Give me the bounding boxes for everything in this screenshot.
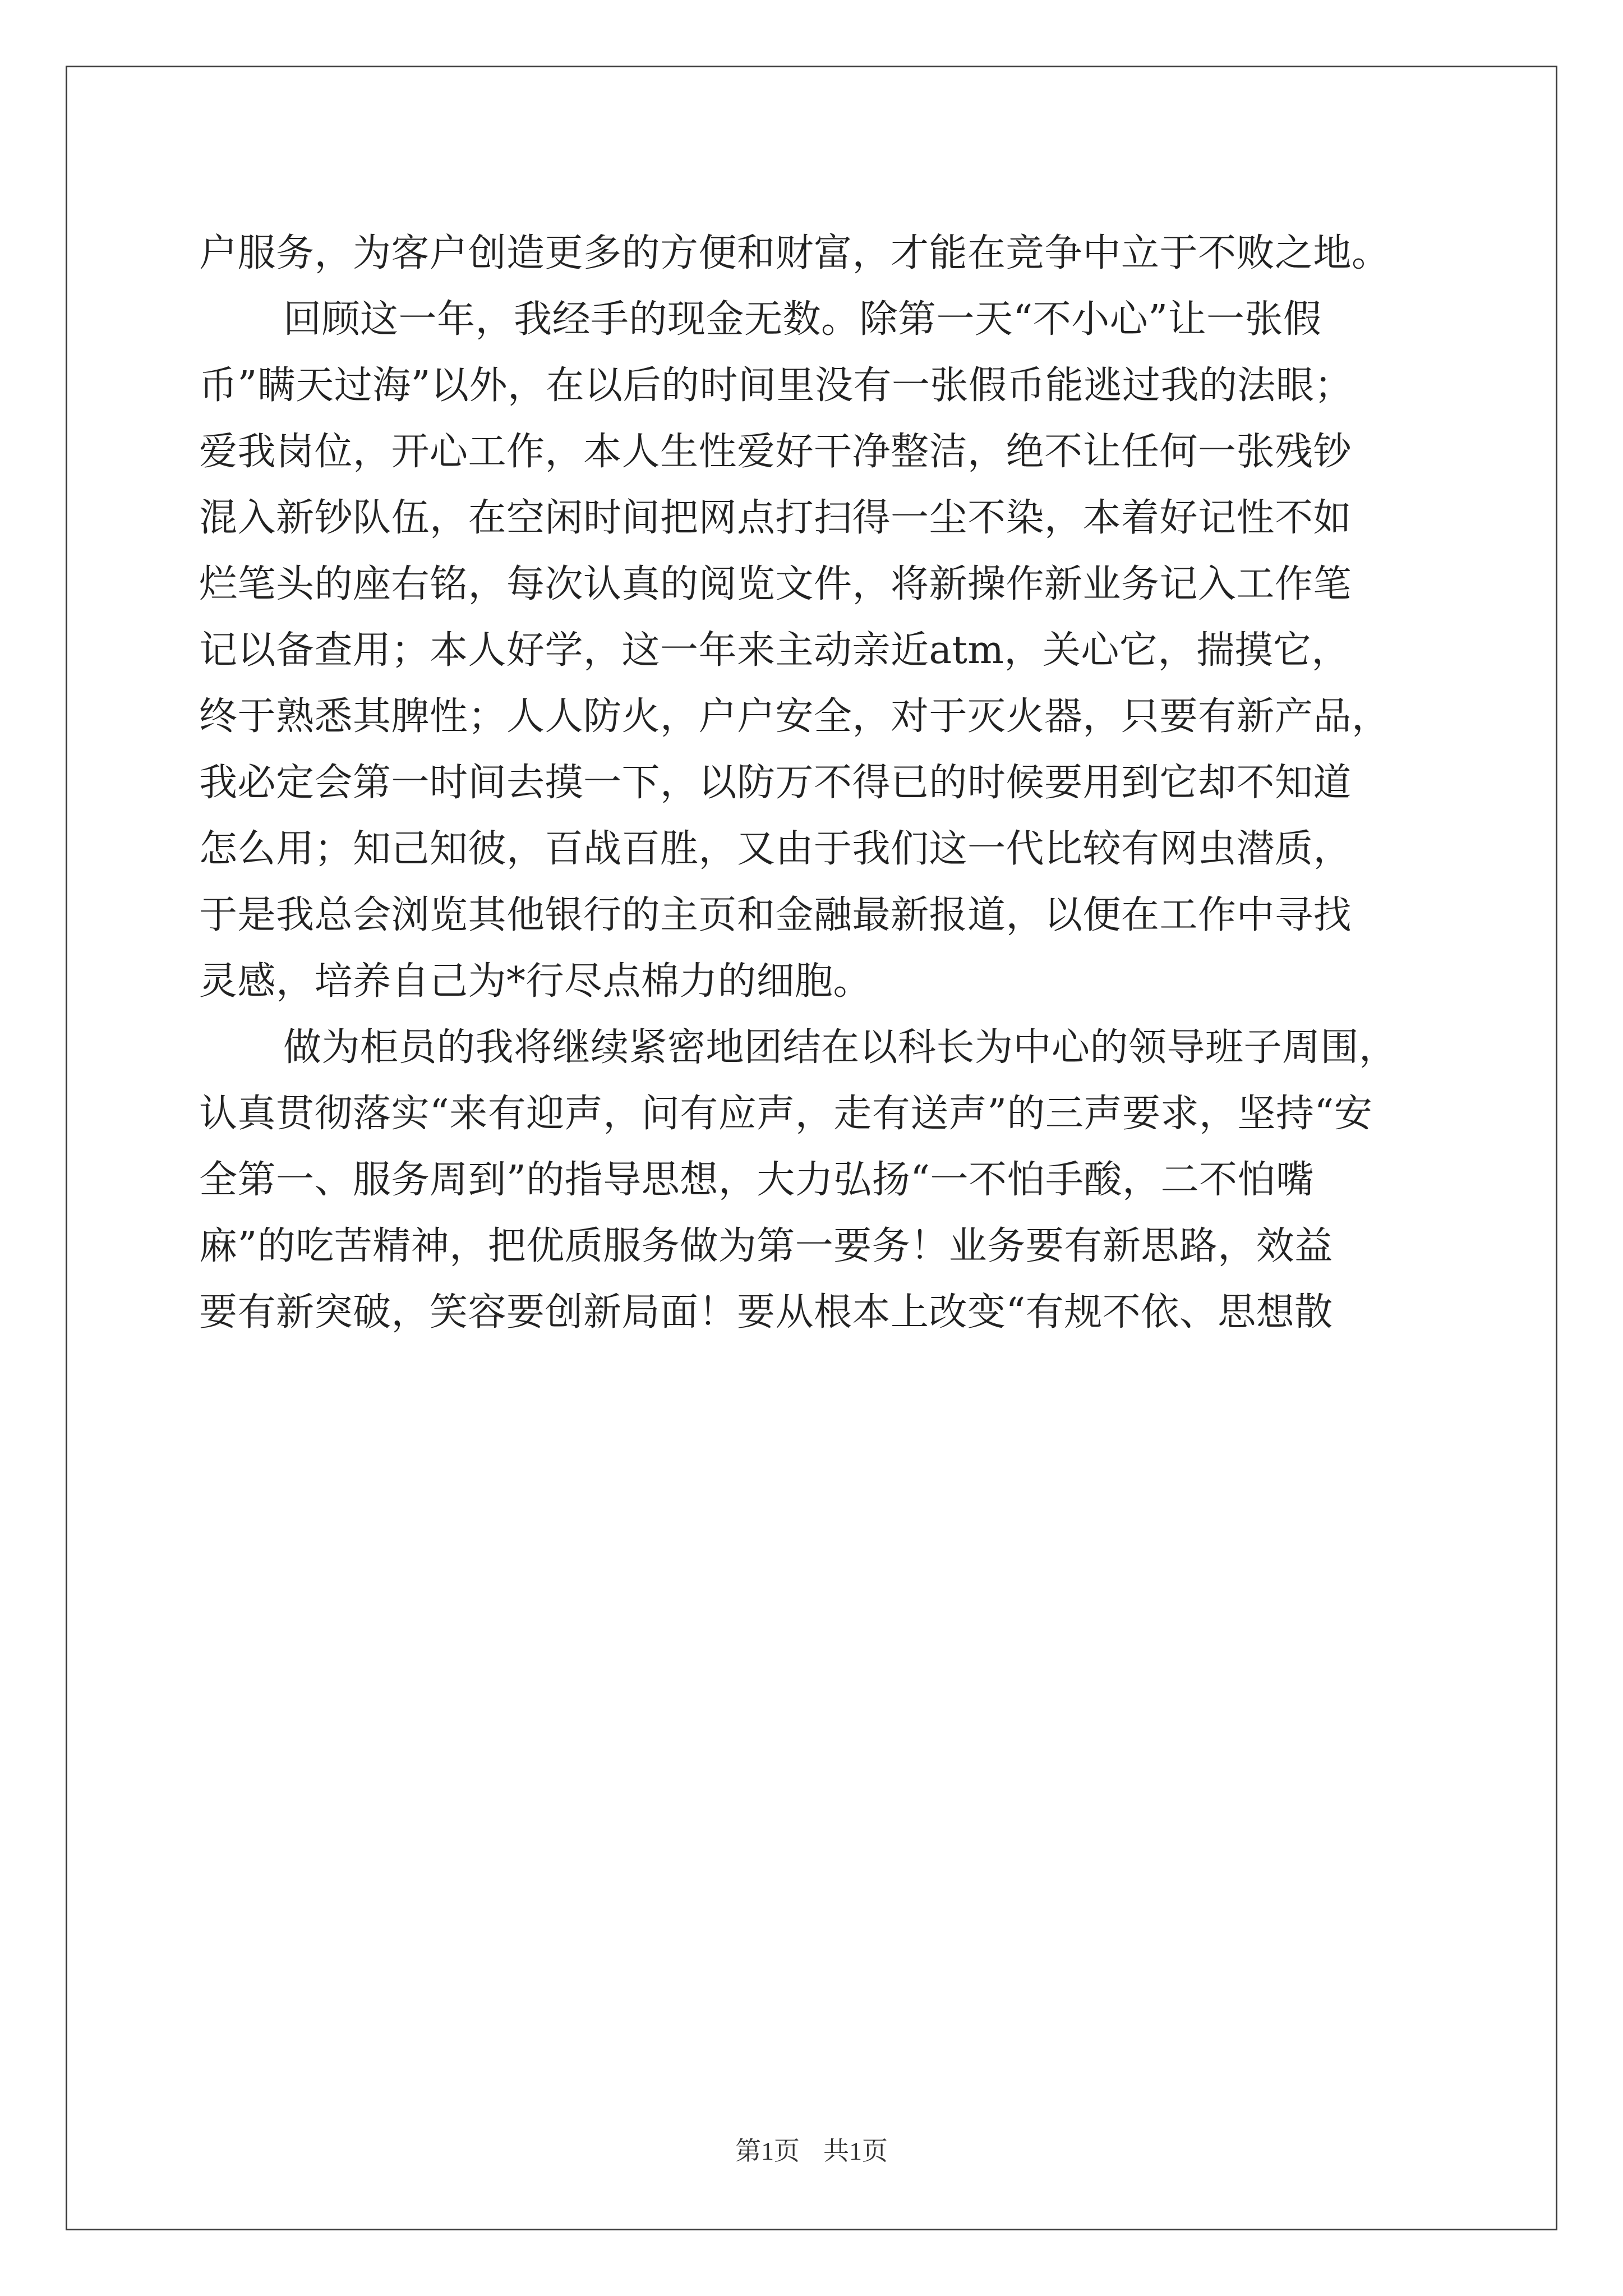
paragraph-line: 烂笔头的座右铭，每次认真的阅览文件，将新操作新业务记入工作笔 (199, 562, 1352, 606)
paragraph-line: 全第一、服务周到”的指导思想，大力弘扬“一不怕手酸，二不怕嘴 (199, 1158, 1315, 1202)
paragraph-line: 于是我总会浏览其他银行的主页和金融最新报道，以便在工作中寻找 (199, 893, 1352, 937)
paragraph-line: 币”瞒天过海”以外，在以后的时间里没有一张假币能逃过我的法眼； (199, 364, 1353, 408)
paragraph-line: 做为柜员的我将继续紧密地团结在以科长为中心的领导班子周围， (283, 1025, 1398, 1070)
paragraph-line: 回顾这一年，我经手的现金无数。除第一天“不小心”让一张假 (283, 297, 1322, 342)
paragraph-line: 认真贯彻落实“来有迎声，问有应声，走有送声”的三声要求，坚持“安 (199, 1092, 1373, 1136)
paragraph-line: 麻”的吃苦精神，把优质服务做为第一要务！业务要有新思路，效益 (199, 1224, 1333, 1268)
paragraph-line: 怎么用；知己知彼，百战百胜，又由于我们这一代比较有网虫潜质， (199, 827, 1352, 871)
page-footer (0, 2136, 1623, 2167)
paragraph-line: 记以备查用；本人好学，这一年来主动亲近atm，关心它，揣摸它， (199, 628, 1350, 673)
paragraph-line: 爱我岗位，开心工作，本人生性爱好干净整洁，绝不让任何一张残钞 (199, 430, 1352, 474)
paragraph-line: 户服务，为客户创造更多的方便和财富，才能在竞争中立于不败之地。 (199, 231, 1390, 275)
paragraph-line: 我必定会第一时间去摸一下，以防万不得已的时候要用到它却不知道 (199, 761, 1352, 805)
paragraph-line: 混入新钞队伍，在空闲时间把网点打扫得一尘不染，本着好记性不如 (199, 496, 1352, 540)
page-number: 第1页 (735, 2137, 800, 2165)
paragraph-line: 灵感，培养自己为*行尽点棉力的细胞。 (199, 959, 872, 1004)
paragraph-line: 要有新突破，笑容要创新局面！要从根本上改变“有规不依、思想散 (199, 1290, 1333, 1335)
paragraph-line: 终于熟悉其脾性；人人防火，户户安全，对于灭火器，只要有新产品， (199, 694, 1390, 739)
page-total: 共1页 (823, 2137, 888, 2165)
